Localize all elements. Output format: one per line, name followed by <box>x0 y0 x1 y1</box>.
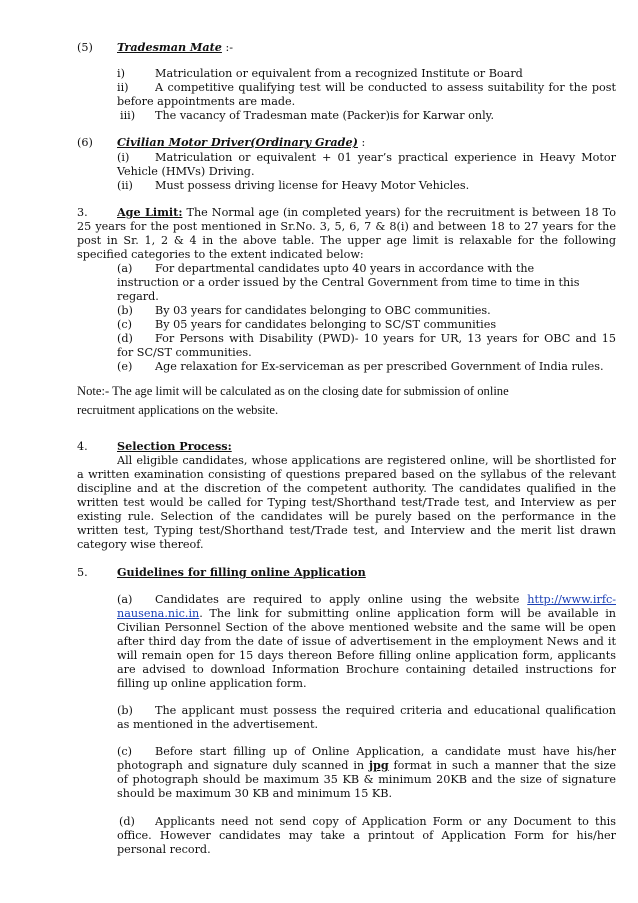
section-4-line-5: existing rule. Selection of the candidates will be purely based on the performance in the <box>77 510 616 523</box>
section-3-line-1 <box>117 206 616 220</box>
section-4-line-2: a written examination consisting of questions prepared based on the syllabus of the relevant <box>77 468 616 481</box>
s5g-item-b-label: (b) <box>117 704 133 717</box>
s5g-item-a-label: (a) <box>117 593 133 606</box>
section-6-suffix: : <box>361 136 366 149</box>
s5g-item-a-line-5: will remain open for 15 days thereon Before filling online application form, applicants <box>117 649 616 662</box>
section-6-title: Civilian Motor Driver(Ordinary Grade) <box>117 135 358 149</box>
s6-item-i-text-2: Vehicle (HMVs) Driving. <box>117 165 255 178</box>
s5g-item-c-line-4: should be maximum 30 KB and minimum 15 KB. <box>117 787 393 800</box>
s5-item-ii-text-1: A competitive qualifying test will be conducted to assess suitability for the post <box>155 81 616 94</box>
section-3-line-3: post in Sr. 1, 2 & 4 in the above table. The upper age limit is relaxable for the following <box>77 234 616 247</box>
s5g-item-c-line-1: Before start filling up of Online Application, a candidate must have his/her <box>155 745 616 758</box>
section-5-suffix: :- <box>225 41 234 54</box>
s5g-item-b-line-1: The applicant must possess the required criteria and educational qualification <box>155 704 616 717</box>
s5g-item-b-line-2: as mentioned in the advertisement. <box>117 718 319 731</box>
s5-item-ii-label: ii) <box>117 81 129 94</box>
s3-item-e-label: (e) <box>117 360 133 373</box>
section-5g-number: 5. <box>77 566 88 579</box>
section-4-line-1: All eligible candidates, whose applications are registered online, will be shortlisted for <box>117 454 616 467</box>
s5g-item-a-line-4: after third day from the date of issue of advertisement in the employment News and it <box>117 635 616 648</box>
s5g-item-a-line-2 <box>117 607 616 621</box>
section-4-line-3: discipline and at the discretion of the competent authority. The candidates qualified in the <box>77 482 616 495</box>
section-5-title: Tradesman Mate <box>117 40 222 54</box>
website-link-part-2[interactable]: nausena.nic.in <box>117 607 200 620</box>
section-4-line-6: written test, Typing test/Shorthand test/Trade test, and Interview and the merit list drawn <box>77 524 616 537</box>
s5g-item-c-label: (c) <box>117 745 132 758</box>
s5g-item-a-line-3: Civilian Personnel Section of the above mentioned website and the same will be open <box>117 621 616 634</box>
section-4-title: Selection Process: <box>117 439 232 453</box>
s3-item-d-text-2: for SC/ST communities. <box>117 346 252 359</box>
section-3-number: 3. <box>77 206 88 219</box>
section-3-title: Age Limit: <box>117 206 183 219</box>
s3-item-d-text-1: For Persons with Disability (PWD)- 10 years for UR, 13 years for OBC and 15 <box>155 332 616 345</box>
s3-item-b-text: By 03 years for candidates belonging to OBC communities. <box>155 304 491 317</box>
section-5-number: (5) <box>77 41 93 54</box>
s5g-item-a-line-1 <box>155 593 616 607</box>
s3-item-a-text-3: regard. <box>117 290 159 303</box>
note-line-2: recruitment applications on the website. <box>77 403 279 417</box>
section-3-line-4: specified categories to the extent indicated below: <box>77 248 364 261</box>
s5g-item-c-line-2 <box>117 759 616 773</box>
section-4-line-4: written test would be called for Typing test/Shorthand test/Trade test, and Interview as per <box>77 496 616 509</box>
section-5-heading <box>117 41 233 54</box>
website-link-part-1[interactable]: http://www.irfc- <box>527 593 616 606</box>
s3-item-a-text-1: For departmental candidates upto 40 years in accordance with the <box>155 262 535 275</box>
s5-item-iii-label: iii) <box>120 109 136 122</box>
note-line-1: Note:- The age limit will be calculated as on the closing date for submission of online <box>77 384 509 398</box>
s5g-item-a-text-1: Candidates are required to apply online using the website <box>155 593 520 606</box>
s5g-item-d-line-1: Applicants need not send copy of Application Form or any Document to this <box>155 815 616 828</box>
section-5g-title: Guidelines for filling online Application <box>117 565 366 579</box>
s3-item-a-text-2: instruction or a order issued by the Central Government from time to time in this <box>117 276 580 289</box>
section-4-line-7: category wise thereof. <box>77 538 204 551</box>
s5g-item-c-text-2a: photograph and signature duly scanned in <box>117 759 365 772</box>
s6-item-ii-text: Must possess driving license for Heavy Motor Vehicles. <box>155 179 470 192</box>
section-3-line-2: 25 years for the post mentioned in Sr.No. 3, 5, 6, 7 & 8(i) and between 18 to 27 years for the <box>77 220 616 233</box>
s5g-item-d-label: (d) <box>119 815 135 828</box>
section-4-number: 4. <box>77 440 88 453</box>
s6-item-i-label: (i) <box>117 151 130 164</box>
s3-item-c-text: By 05 years for candidates belonging to SC/ST communities <box>155 318 497 331</box>
s6-item-ii-label: (ii) <box>117 179 133 192</box>
s5g-item-d-line-2: office. However candidates may take a printout of Application Form for his/her <box>117 829 616 842</box>
s5g-item-c-line-3: of photograph should be maximum 35 KB & minimum 20KB and the size of signature <box>117 773 616 786</box>
section-6-heading <box>117 136 365 149</box>
s5g-item-c-text-2c: format in such a manner that the size <box>393 759 616 772</box>
s5g-item-d-line-3: personal record. <box>117 843 211 856</box>
s5g-item-a-text-2: . The link for submitting online application form will be available in <box>199 607 616 620</box>
s3-item-b-label: (b) <box>117 304 133 317</box>
s5g-item-a-line-6: are advised to download Information Brochure containing detailed instructions for <box>117 663 616 676</box>
s3-item-d-label: (d) <box>117 332 133 345</box>
s3-item-e-text: Age relaxation for Ex-serviceman as per prescribed Government of India rules. <box>155 360 604 373</box>
s5-item-iii-text: The vacancy of Tradesman mate (Packer)is for Karwar only. <box>155 109 495 122</box>
section-3-text-1: The Normal age (in completed years) for the recruitment is between 18 To <box>186 206 616 219</box>
jpg-format-label: jpg <box>368 759 389 772</box>
s3-item-a-label: (a) <box>117 262 133 275</box>
s5g-item-a-line-7: filling up online application form. <box>117 677 307 690</box>
s5-item-i-text: Matriculation or equivalent from a recognized Institute or Board <box>155 67 523 80</box>
s5-item-ii-text-2: before appointments are made. <box>117 95 296 108</box>
s5-item-i-label: i) <box>117 67 125 80</box>
s3-item-c-label: (c) <box>117 318 132 331</box>
s6-item-i-text-1: Matriculation or equivalent + 01 year’s practical experience in Heavy Motor <box>155 151 616 164</box>
section-6-number: (6) <box>77 136 93 149</box>
